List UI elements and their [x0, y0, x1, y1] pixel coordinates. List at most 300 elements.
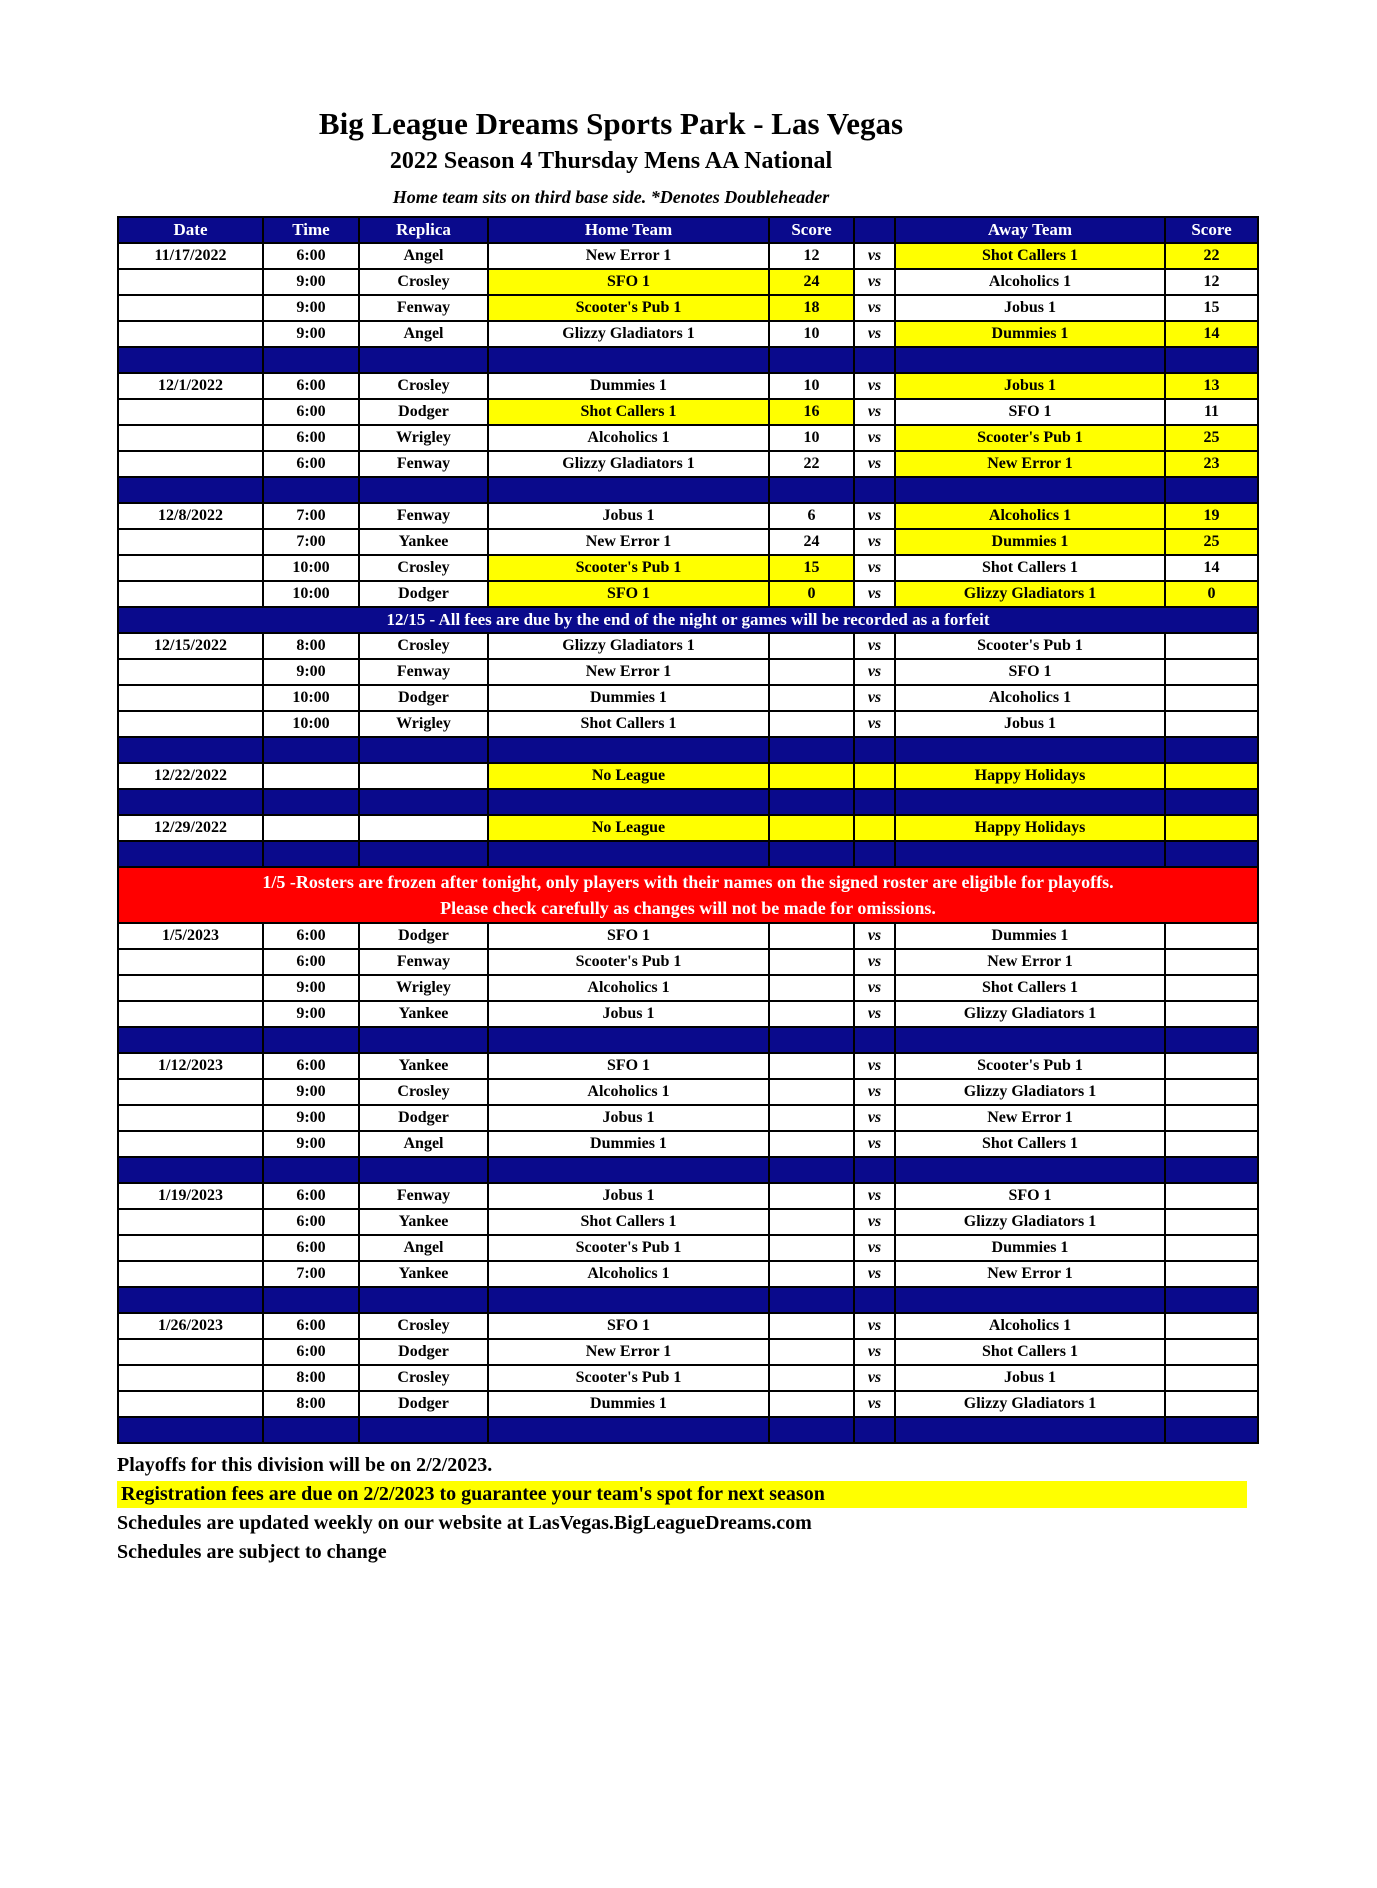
- game-row: [118, 763, 1258, 789]
- time-cell: 9:00: [263, 975, 359, 1001]
- time-cell: 6:00: [263, 949, 359, 975]
- separator-cell: [488, 347, 769, 373]
- time-cell: [263, 763, 359, 789]
- separator-cell: [1165, 1287, 1258, 1313]
- separator-cell: [769, 1027, 854, 1053]
- home-score-cell: [769, 659, 854, 685]
- separator-row: [118, 737, 1258, 763]
- home-score-cell: 12: [769, 243, 854, 269]
- away-score-cell: [1165, 975, 1258, 1001]
- away-score-cell: [1165, 659, 1258, 685]
- separator-row: [118, 1027, 1258, 1053]
- game-row: [118, 1183, 1258, 1209]
- home-score-cell: 18: [769, 295, 854, 321]
- home-team-cell: Dummies 1: [488, 1131, 769, 1157]
- game-row: [118, 243, 1258, 269]
- replica-cell: Crosley: [359, 633, 488, 659]
- home-score-cell: [769, 685, 854, 711]
- separator-cell: [118, 347, 263, 373]
- separator-cell: [1165, 1417, 1258, 1443]
- col-header-date-0: Date: [118, 217, 263, 243]
- separator-cell: [769, 789, 854, 815]
- replica-cell: Wrigley: [359, 975, 488, 1001]
- date-cell: 12/1/2022: [118, 373, 263, 399]
- vs-cell: vs: [854, 633, 895, 659]
- away-team-cell: Jobus 1: [895, 373, 1165, 399]
- separator-cell: [263, 737, 359, 763]
- replica-cell: Dodger: [359, 923, 488, 949]
- col-header-time-1: Time: [263, 217, 359, 243]
- date-cell: [118, 321, 263, 347]
- fees-notice-text: 12/15 - All fees are due by the end of the night or games will be recorded as a forfeit: [118, 607, 1258, 633]
- separator-cell: [263, 1417, 359, 1443]
- separator-row: [118, 1417, 1258, 1443]
- date-cell: [118, 1209, 263, 1235]
- vs-cell: vs: [854, 243, 895, 269]
- time-cell: 9:00: [263, 1079, 359, 1105]
- separator-cell: [769, 841, 854, 867]
- replica-cell: Crosley: [359, 1313, 488, 1339]
- replica-cell: Angel: [359, 1235, 488, 1261]
- col-header-home-team-3: Home Team: [488, 217, 769, 243]
- time-cell: 9:00: [263, 321, 359, 347]
- away-team-cell: Glizzy Gladiators 1: [895, 1391, 1165, 1417]
- separator-cell: [769, 1157, 854, 1183]
- away-score-cell: 14: [1165, 555, 1258, 581]
- home-score-cell: 0: [769, 581, 854, 607]
- separator-cell: [359, 789, 488, 815]
- away-score-cell: [1165, 1365, 1258, 1391]
- schedule-table-body: [118, 243, 1258, 1443]
- schedule-table: [117, 216, 1259, 1444]
- separator-cell: [854, 737, 895, 763]
- away-team-cell: Glizzy Gladiators 1: [895, 1001, 1165, 1027]
- game-row: [118, 1313, 1258, 1339]
- time-cell: 9:00: [263, 269, 359, 295]
- separator-cell: [359, 477, 488, 503]
- game-row: [118, 1209, 1258, 1235]
- date-cell: [118, 1365, 263, 1391]
- away-team-cell: New Error 1: [895, 1105, 1165, 1131]
- vs-cell: vs: [854, 581, 895, 607]
- date-cell: [118, 1079, 263, 1105]
- vs-cell: vs: [854, 1001, 895, 1027]
- separator-cell: [895, 1027, 1165, 1053]
- separator-cell: [769, 1417, 854, 1443]
- separator-cell: [895, 1417, 1165, 1443]
- away-score-cell: [1165, 633, 1258, 659]
- separator-cell: [359, 1417, 488, 1443]
- away-score-cell: 25: [1165, 425, 1258, 451]
- away-score-cell: [1165, 815, 1258, 841]
- away-score-cell: [1165, 1209, 1258, 1235]
- home-team-cell: Jobus 1: [488, 1001, 769, 1027]
- game-row: [118, 711, 1258, 737]
- separator-cell: [854, 347, 895, 373]
- separator-cell: [118, 841, 263, 867]
- home-team-cell: SFO 1: [488, 269, 769, 295]
- home-score-cell: 6: [769, 503, 854, 529]
- date-cell: [118, 1001, 263, 1027]
- home-team-cell: Dummies 1: [488, 373, 769, 399]
- separator-cell: [118, 789, 263, 815]
- away-team-cell: SFO 1: [895, 1183, 1165, 1209]
- separator-cell: [488, 1287, 769, 1313]
- home-team-cell: Jobus 1: [488, 1105, 769, 1131]
- time-cell: 10:00: [263, 685, 359, 711]
- separator-cell: [769, 347, 854, 373]
- away-team-cell: Glizzy Gladiators 1: [895, 581, 1165, 607]
- away-team-cell: Shot Callers 1: [895, 555, 1165, 581]
- away-score-cell: 13: [1165, 373, 1258, 399]
- separator-cell: [359, 841, 488, 867]
- home-team-cell: Scooter's Pub 1: [488, 949, 769, 975]
- vs-cell: vs: [854, 923, 895, 949]
- game-row: [118, 503, 1258, 529]
- away-score-cell: [1165, 1001, 1258, 1027]
- vs-cell: vs: [854, 295, 895, 321]
- vs-cell: vs: [854, 1391, 895, 1417]
- time-cell: 8:00: [263, 1365, 359, 1391]
- away-score-cell: [1165, 1131, 1258, 1157]
- game-row: [118, 425, 1258, 451]
- home-team-cell: Glizzy Gladiators 1: [488, 633, 769, 659]
- away-team-cell: New Error 1: [895, 451, 1165, 477]
- replica-cell: Dodger: [359, 1391, 488, 1417]
- home-team-cell: SFO 1: [488, 1313, 769, 1339]
- vs-cell: vs: [854, 1365, 895, 1391]
- registration-note: Registration fees are due on 2/2/2023 to guarantee your team's spot for next season: [117, 1481, 1247, 1508]
- game-row: [118, 1391, 1258, 1417]
- away-team-cell: Shot Callers 1: [895, 1131, 1165, 1157]
- separator-cell: [895, 789, 1165, 815]
- replica-cell: Crosley: [359, 1365, 488, 1391]
- separator-cell: [1165, 477, 1258, 503]
- separator-cell: [1165, 789, 1258, 815]
- away-score-cell: [1165, 1391, 1258, 1417]
- home-score-cell: 16: [769, 399, 854, 425]
- away-score-cell: 22: [1165, 243, 1258, 269]
- home-score-cell: [769, 1209, 854, 1235]
- away-score-cell: [1165, 763, 1258, 789]
- roster-freeze-banner-row: [118, 867, 1258, 923]
- home-team-cell: Scooter's Pub 1: [488, 295, 769, 321]
- vs-cell: vs: [854, 1105, 895, 1131]
- replica-cell: Wrigley: [359, 425, 488, 451]
- away-score-cell: [1165, 1079, 1258, 1105]
- date-cell: 12/8/2022: [118, 503, 263, 529]
- separator-cell: [769, 477, 854, 503]
- home-score-cell: [769, 1001, 854, 1027]
- separator-cell: [118, 1417, 263, 1443]
- separator-row: [118, 347, 1258, 373]
- replica-cell: Wrigley: [359, 711, 488, 737]
- away-team-cell: New Error 1: [895, 949, 1165, 975]
- away-score-cell: [1165, 1105, 1258, 1131]
- home-team-cell: New Error 1: [488, 1339, 769, 1365]
- separator-cell: [263, 347, 359, 373]
- time-cell: 10:00: [263, 555, 359, 581]
- away-score-cell: [1165, 1053, 1258, 1079]
- separator-cell: [118, 1287, 263, 1313]
- game-row: [118, 555, 1258, 581]
- away-team-cell: Happy Holidays: [895, 763, 1165, 789]
- game-row: [118, 1079, 1258, 1105]
- time-cell: 6:00: [263, 923, 359, 949]
- vs-cell: vs: [854, 1261, 895, 1287]
- date-cell: [118, 529, 263, 555]
- separator-cell: [263, 789, 359, 815]
- replica-cell: Dodger: [359, 1339, 488, 1365]
- separator-cell: [854, 789, 895, 815]
- replica-cell: Crosley: [359, 373, 488, 399]
- game-row: [118, 321, 1258, 347]
- home-team-cell: SFO 1: [488, 1053, 769, 1079]
- roster-freeze-banner-line: 1/5 -Rosters are frozen after tonight, only players with their names on the signed roster are eligible for playoffs.: [262, 872, 1114, 892]
- home-score-cell: 10: [769, 373, 854, 399]
- replica-cell: Fenway: [359, 1183, 488, 1209]
- replica-cell: Fenway: [359, 503, 488, 529]
- col-header-vs: [854, 217, 895, 243]
- separator-cell: [854, 477, 895, 503]
- separator-row: [118, 477, 1258, 503]
- away-score-cell: 0: [1165, 581, 1258, 607]
- game-row: [118, 399, 1258, 425]
- time-cell: 6:00: [263, 1313, 359, 1339]
- time-cell: 9:00: [263, 659, 359, 685]
- away-team-cell: Dummies 1: [895, 1235, 1165, 1261]
- separator-cell: [854, 1027, 895, 1053]
- separator-cell: [1165, 1157, 1258, 1183]
- date-cell: 1/19/2023: [118, 1183, 263, 1209]
- vs-cell: vs: [854, 503, 895, 529]
- separator-cell: [359, 737, 488, 763]
- separator-cell: [488, 737, 769, 763]
- date-cell: [118, 1339, 263, 1365]
- date-cell: 12/15/2022: [118, 633, 263, 659]
- replica-cell: Dodger: [359, 399, 488, 425]
- separator-cell: [263, 477, 359, 503]
- separator-row: [118, 1157, 1258, 1183]
- date-cell: [118, 711, 263, 737]
- home-score-cell: [769, 815, 854, 841]
- date-cell: [118, 425, 263, 451]
- home-team-cell: Dummies 1: [488, 1391, 769, 1417]
- vs-cell: vs: [854, 1131, 895, 1157]
- time-cell: 6:00: [263, 1053, 359, 1079]
- date-cell: [118, 685, 263, 711]
- time-cell: 6:00: [263, 1209, 359, 1235]
- away-score-cell: [1165, 685, 1258, 711]
- away-team-cell: Glizzy Gladiators 1: [895, 1209, 1165, 1235]
- game-row: [118, 581, 1258, 607]
- away-team-cell: Shot Callers 1: [895, 1339, 1165, 1365]
- replica-cell: Yankee: [359, 1209, 488, 1235]
- home-team-cell: Alcoholics 1: [488, 1261, 769, 1287]
- game-row: [118, 1001, 1258, 1027]
- vs-cell: vs: [854, 659, 895, 685]
- home-score-cell: [769, 633, 854, 659]
- home-team-cell: Scooter's Pub 1: [488, 1235, 769, 1261]
- separator-cell: [895, 477, 1165, 503]
- separator-row: [118, 841, 1258, 867]
- header-note: Home team sits on third base side. *Denotes Doubleheader: [392, 187, 830, 207]
- separator-cell: [359, 1157, 488, 1183]
- separator-cell: [1165, 1027, 1258, 1053]
- away-team-cell: SFO 1: [895, 659, 1165, 685]
- time-cell: 8:00: [263, 633, 359, 659]
- replica-cell: Fenway: [359, 949, 488, 975]
- vs-cell: [854, 815, 895, 841]
- separator-cell: [854, 841, 895, 867]
- away-score-cell: [1165, 923, 1258, 949]
- time-cell: 7:00: [263, 1261, 359, 1287]
- game-row: [118, 295, 1258, 321]
- separator-cell: [854, 1417, 895, 1443]
- time-cell: 10:00: [263, 711, 359, 737]
- away-team-cell: Shot Callers 1: [895, 243, 1165, 269]
- vs-cell: vs: [854, 1209, 895, 1235]
- away-score-cell: [1165, 711, 1258, 737]
- home-team-cell: SFO 1: [488, 581, 769, 607]
- replica-cell: Yankee: [359, 529, 488, 555]
- separator-cell: [769, 737, 854, 763]
- time-cell: 6:00: [263, 1235, 359, 1261]
- replica-cell: [359, 815, 488, 841]
- time-cell: 8:00: [263, 1391, 359, 1417]
- home-team-cell: Scooter's Pub 1: [488, 1365, 769, 1391]
- vs-cell: vs: [854, 1339, 895, 1365]
- game-row: [118, 373, 1258, 399]
- game-row: [118, 949, 1258, 975]
- date-cell: [118, 1235, 263, 1261]
- home-team-cell: Alcoholics 1: [488, 425, 769, 451]
- date-cell: [118, 949, 263, 975]
- replica-cell: Fenway: [359, 295, 488, 321]
- vs-cell: vs: [854, 529, 895, 555]
- separator-cell: [1165, 347, 1258, 373]
- home-score-cell: [769, 1235, 854, 1261]
- time-cell: 9:00: [263, 295, 359, 321]
- date-cell: [118, 659, 263, 685]
- time-cell: 7:00: [263, 503, 359, 529]
- home-score-cell: [769, 711, 854, 737]
- home-score-cell: [769, 1079, 854, 1105]
- separator-cell: [488, 1417, 769, 1443]
- replica-cell: Yankee: [359, 1001, 488, 1027]
- home-team-cell: No League: [488, 763, 769, 789]
- replica-cell: Angel: [359, 1131, 488, 1157]
- replica-cell: Fenway: [359, 659, 488, 685]
- date-cell: [118, 1391, 263, 1417]
- game-row: [118, 269, 1258, 295]
- away-team-cell: Happy Holidays: [895, 815, 1165, 841]
- vs-cell: vs: [854, 451, 895, 477]
- game-row: [118, 1131, 1258, 1157]
- replica-cell: Fenway: [359, 451, 488, 477]
- separator-cell: [359, 347, 488, 373]
- vs-cell: vs: [854, 685, 895, 711]
- col-header-score-7: Score: [1165, 217, 1258, 243]
- separator-cell: [359, 1287, 488, 1313]
- vs-cell: vs: [854, 1079, 895, 1105]
- away-score-cell: 15: [1165, 295, 1258, 321]
- game-row: [118, 1339, 1258, 1365]
- home-team-cell: New Error 1: [488, 529, 769, 555]
- home-score-cell: 24: [769, 269, 854, 295]
- playoffs-note: Playoffs for this division will be on 2/2/2023.: [117, 1454, 493, 1476]
- away-score-cell: 14: [1165, 321, 1258, 347]
- replica-cell: Yankee: [359, 1261, 488, 1287]
- fees-notice-row: [118, 607, 1258, 633]
- home-team-cell: Scooter's Pub 1: [488, 555, 769, 581]
- game-row: [118, 685, 1258, 711]
- home-team-cell: SFO 1: [488, 923, 769, 949]
- home-team-cell: Glizzy Gladiators 1: [488, 321, 769, 347]
- separator-cell: [895, 841, 1165, 867]
- vs-cell: vs: [854, 425, 895, 451]
- away-team-cell: Scooter's Pub 1: [895, 1053, 1165, 1079]
- game-row: [118, 1053, 1258, 1079]
- home-score-cell: [769, 923, 854, 949]
- col-header-score-4: Score: [769, 217, 854, 243]
- away-team-cell: Dummies 1: [895, 923, 1165, 949]
- date-cell: [118, 399, 263, 425]
- away-team-cell: Shot Callers 1: [895, 975, 1165, 1001]
- date-cell: 1/12/2023: [118, 1053, 263, 1079]
- away-team-cell: New Error 1: [895, 1261, 1165, 1287]
- time-cell: 6:00: [263, 373, 359, 399]
- vs-cell: [854, 763, 895, 789]
- home-team-cell: No League: [488, 815, 769, 841]
- vs-cell: vs: [854, 1235, 895, 1261]
- vs-cell: vs: [854, 949, 895, 975]
- game-row: [118, 529, 1258, 555]
- game-row: [118, 633, 1258, 659]
- away-team-cell: Dummies 1: [895, 529, 1165, 555]
- roster-freeze-banner-text: [118, 867, 1258, 923]
- separator-cell: [1165, 737, 1258, 763]
- date-cell: [118, 451, 263, 477]
- home-score-cell: [769, 1365, 854, 1391]
- away-score-cell: [1165, 1313, 1258, 1339]
- vs-cell: vs: [854, 555, 895, 581]
- away-score-cell: 23: [1165, 451, 1258, 477]
- away-team-cell: Jobus 1: [895, 1365, 1165, 1391]
- date-cell: 11/17/2022: [118, 243, 263, 269]
- separator-cell: [895, 1287, 1165, 1313]
- away-score-cell: [1165, 1235, 1258, 1261]
- away-team-cell: Alcoholics 1: [895, 503, 1165, 529]
- separator-cell: [263, 841, 359, 867]
- time-cell: 6:00: [263, 451, 359, 477]
- date-cell: [118, 269, 263, 295]
- home-team-cell: Shot Callers 1: [488, 399, 769, 425]
- replica-cell: [359, 763, 488, 789]
- away-score-cell: 11: [1165, 399, 1258, 425]
- website-note: Schedules are updated weekly on our website at LasVegas.BigLeagueDreams.com: [117, 1512, 812, 1534]
- separator-cell: [263, 1287, 359, 1313]
- separator-cell: [895, 1157, 1165, 1183]
- home-team-cell: Alcoholics 1: [488, 975, 769, 1001]
- away-score-cell: 12: [1165, 269, 1258, 295]
- home-team-cell: Alcoholics 1: [488, 1079, 769, 1105]
- away-team-cell: Dummies 1: [895, 321, 1165, 347]
- home-score-cell: [769, 975, 854, 1001]
- away-score-cell: [1165, 1183, 1258, 1209]
- replica-cell: Crosley: [359, 1079, 488, 1105]
- time-cell: 6:00: [263, 243, 359, 269]
